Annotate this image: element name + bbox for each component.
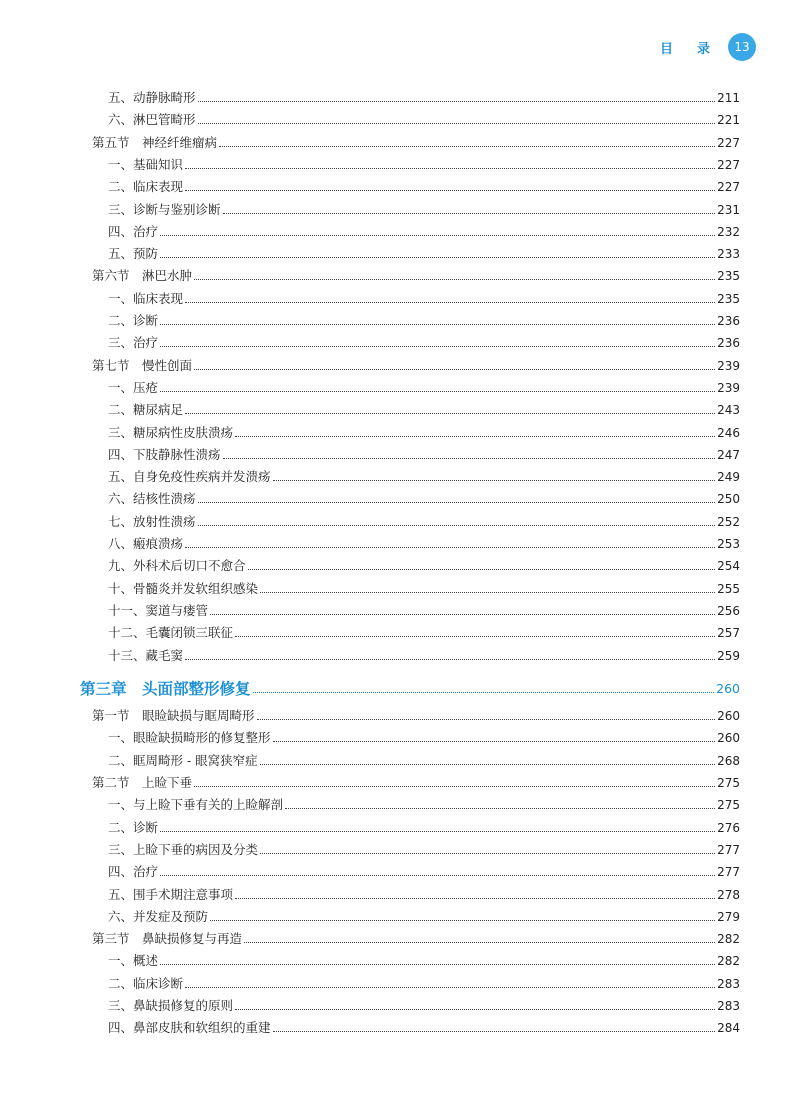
toc-subsection-entry[interactable] xyxy=(108,885,740,905)
toc-section-entry[interactable] xyxy=(92,773,740,793)
toc-dot-leader xyxy=(198,100,716,102)
toc-entry-page: 275 xyxy=(717,798,740,813)
toc-dot-leader xyxy=(260,852,715,854)
toc-entry-title: 三、上睑下垂的病因及分类 xyxy=(108,841,259,857)
toc-dot-leader xyxy=(194,785,715,787)
toc-subsection-entry[interactable] xyxy=(108,996,740,1016)
toc-entry-page: 254 xyxy=(717,559,740,574)
toc-entry-title: 第六节 淋巴水肿 xyxy=(92,268,193,284)
toc-entry-page: 227 xyxy=(717,180,740,195)
toc-dot-leader xyxy=(257,718,716,720)
toc-subsection-entry[interactable] xyxy=(108,489,740,509)
toc-subsection-entry[interactable] xyxy=(108,177,740,197)
toc-dot-leader xyxy=(160,874,715,876)
toc-entry-title: 六、并发症及预防 xyxy=(108,908,209,924)
toc-entry-page: 276 xyxy=(717,820,740,835)
toc-entry-title: 五、动静脉畸形 xyxy=(108,90,196,105)
toc-subsection-entry[interactable] xyxy=(108,601,740,621)
toc-section-entry[interactable] xyxy=(92,266,740,286)
toc-entry-page: 243 xyxy=(717,403,740,418)
toc-entry-page: 278 xyxy=(717,887,740,902)
toc-entry-page: 256 xyxy=(717,603,740,618)
toc-dot-leader xyxy=(235,897,715,899)
toc-subsection-entry[interactable] xyxy=(108,951,740,971)
toc-dot-leader xyxy=(185,546,715,548)
toc-entry-title: 一、基础知识 xyxy=(108,156,184,172)
toc-entry-title: 十二、毛囊闭锁三联征 xyxy=(108,625,234,641)
toc-dot-leader xyxy=(285,807,715,809)
toc-entry-title: 三、诊断与鉴别诊断 xyxy=(108,201,221,217)
toc-entry-page: 235 xyxy=(717,269,740,284)
header-label-lu: 录 xyxy=(696,41,712,57)
toc-entry-page: 247 xyxy=(717,447,740,462)
toc-entry-title: 一、临床表现 xyxy=(108,290,184,306)
toc-entry-page: 227 xyxy=(717,135,740,150)
header-label-mu: 目 xyxy=(659,41,675,57)
toc-entry-page: 231 xyxy=(717,202,740,217)
toc-entry-page: 252 xyxy=(717,514,740,529)
toc-dot-leader xyxy=(260,591,715,593)
toc-entry-title: 八、瘢痕溃疡 xyxy=(108,536,184,551)
page-header xyxy=(660,33,756,61)
toc-dot-leader xyxy=(235,1008,715,1010)
toc-entry-page: 255 xyxy=(717,581,740,596)
toc-entry-title: 四、治疗 xyxy=(108,223,159,239)
toc-dot-leader xyxy=(160,234,715,236)
toc-entry-title: 三、鼻缺损修复的原则 xyxy=(108,998,234,1013)
toc-entry-title: 二、诊断 xyxy=(108,819,159,835)
toc-subsection-entry[interactable] xyxy=(108,88,740,108)
toc-subsection-entry[interactable] xyxy=(108,155,740,175)
toc-entry-title: 第二节 上睑下垂 xyxy=(92,775,193,790)
toc-entry-page: 260 xyxy=(717,709,740,724)
toc-dot-leader xyxy=(248,568,716,570)
toc-entry-title: 九、外科术后切口不愈合 xyxy=(108,558,246,574)
toc-entry-title: 一、与上睑下垂有关的上睑解剖 xyxy=(108,797,284,813)
toc-entry-page: 232 xyxy=(717,224,740,239)
toc-subsection-entry[interactable] xyxy=(108,200,740,220)
toc-subsection-entry[interactable] xyxy=(108,333,740,353)
toc-subsection-entry[interactable] xyxy=(108,974,740,994)
toc-dot-leader xyxy=(185,412,715,414)
toc-entry-title: 一、概述 xyxy=(108,953,159,969)
toc-entry-title: 第五节 神经纤维瘤病 xyxy=(92,134,218,150)
toc-dot-leader xyxy=(185,301,715,303)
toc-entry-title: 二、临床诊断 xyxy=(108,975,184,991)
toc-entry-page: 221 xyxy=(717,113,740,128)
toc-entry-page: 282 xyxy=(717,932,740,947)
toc-subsection-entry[interactable] xyxy=(108,244,740,264)
toc-entry-title: 二、眶周畸形 - 眼窝狭窄症 xyxy=(108,752,258,768)
toc-subsection-entry[interactable] xyxy=(108,556,740,576)
toc-entry-page: 211 xyxy=(717,91,740,105)
toc-dot-leader xyxy=(198,501,716,503)
toc-entry-title: 一、眼睑缺损畸形的修复整形 xyxy=(108,730,271,746)
toc-section-entry[interactable] xyxy=(92,356,740,376)
toc-entry-page: 277 xyxy=(717,865,740,880)
toc-entry-page: 282 xyxy=(717,954,740,969)
toc-entry-title: 四、鼻部皮肤和软组织的重建 xyxy=(108,1020,271,1036)
toc-entry-title: 一、压疮 xyxy=(108,379,159,395)
toc-dot-leader xyxy=(223,212,716,214)
toc-dot-leader xyxy=(160,323,715,325)
toc-subsection-entry[interactable] xyxy=(108,289,740,309)
toc-entry-title: 第七节 慢性创面 xyxy=(92,357,193,373)
toc-entry-title: 五、自身免疫性疾病并发溃疡 xyxy=(108,469,271,485)
toc-entry-page: 227 xyxy=(717,157,740,172)
page-number-badge: 13 xyxy=(728,33,756,61)
toc-entry-page: 236 xyxy=(717,314,740,328)
toc-entry-page: 268 xyxy=(717,753,740,768)
toc-dot-leader xyxy=(273,1030,716,1032)
toc-entry-page: 275 xyxy=(717,776,740,790)
toc-subsection-entry[interactable] xyxy=(108,400,740,420)
toc-dot-leader xyxy=(198,122,716,124)
toc-entry-page: 239 xyxy=(717,358,740,373)
toc-dot-leader xyxy=(273,740,716,742)
toc-dot-leader xyxy=(260,763,715,765)
toc-entry-title: 四、治疗 xyxy=(108,864,159,880)
toc-dot-leader xyxy=(253,691,715,693)
toc-entry-title: 五、围手术期注意事项 xyxy=(108,886,234,902)
toc-subsection-entry[interactable] xyxy=(108,512,740,532)
toc-subsection-entry[interactable] xyxy=(108,445,740,465)
toc-dot-leader xyxy=(160,963,715,965)
toc-entry-page: 236 xyxy=(717,336,740,351)
toc-dot-leader xyxy=(210,613,715,615)
toc-entry-title: 六、淋巴管畸形 xyxy=(108,112,196,128)
toc-section-entry[interactable] xyxy=(92,929,740,949)
toc-entry-page: 233 xyxy=(717,247,740,262)
toc-subsection-entry[interactable] xyxy=(108,623,740,643)
toc-subsection-entry[interactable] xyxy=(108,907,740,927)
toc-section-entry[interactable] xyxy=(92,133,740,153)
toc-subsection-entry[interactable] xyxy=(108,751,740,771)
toc-dot-leader xyxy=(185,167,715,169)
toc-entry-page: 249 xyxy=(717,470,740,485)
toc-subsection-entry[interactable] xyxy=(108,579,740,599)
toc-entry-page: 259 xyxy=(717,648,740,663)
toc-entry-title: 第三节 鼻缺损修复与再造 xyxy=(92,931,243,947)
toc-dot-leader xyxy=(160,256,715,258)
toc-entry-page: 279 xyxy=(717,909,740,924)
toc-subsection-entry[interactable] xyxy=(108,467,740,487)
toc-entry-title: 六、结核性溃疡 xyxy=(108,491,196,507)
toc-subsection-entry[interactable] xyxy=(108,311,740,331)
toc-entry-title: 十一、窦道与瘘管 xyxy=(108,602,209,618)
toc-dot-leader xyxy=(160,830,715,832)
toc-subsection-entry[interactable] xyxy=(108,840,740,860)
toc-subsection-entry[interactable] xyxy=(108,1018,740,1038)
toc-entry-title: 十、骨髓炎并发软组织感染 xyxy=(108,580,259,596)
toc-entry-page: 250 xyxy=(717,492,740,507)
toc-entry-page: 260 xyxy=(716,680,740,696)
toc-entry-page: 277 xyxy=(717,842,740,857)
toc-entry-title: 二、诊断 xyxy=(108,313,159,328)
toc-entry-title: 三、治疗 xyxy=(108,335,159,351)
toc-entry-title: 七、放射性溃疡 xyxy=(108,513,196,529)
toc-dot-leader xyxy=(185,189,715,191)
toc-subsection-entry[interactable] xyxy=(108,795,740,815)
toc-dot-leader xyxy=(235,435,715,437)
toc-entry-page: 283 xyxy=(717,976,740,991)
toc-subsection-entry[interactable] xyxy=(108,862,740,882)
toc-dot-leader xyxy=(210,919,715,921)
toc-entry-page: 283 xyxy=(717,999,740,1013)
toc-entry-title: 十三、藏毛窦 xyxy=(108,647,184,663)
toc-subsection-entry[interactable] xyxy=(108,534,740,554)
toc-entry-page: 257 xyxy=(717,626,740,641)
toc-entry-page: 239 xyxy=(717,380,740,395)
toc-dot-leader xyxy=(160,345,715,347)
toc-subsection-entry[interactable] xyxy=(108,110,740,130)
toc-entry-page: 284 xyxy=(717,1021,740,1036)
toc-chapter-entry[interactable] xyxy=(80,677,740,701)
toc-entry-title: 二、临床表现 xyxy=(108,179,184,195)
toc-entry-title: 二、糖尿病足 xyxy=(108,402,184,418)
toc-subsection-entry[interactable] xyxy=(108,728,740,748)
toc-dot-leader xyxy=(219,145,715,147)
toc-subsection-entry[interactable] xyxy=(108,646,740,666)
toc-entry-title: 五、预防 xyxy=(108,246,159,262)
toc-entry-title: 第一节 眼睑缺损与眶周畸形 xyxy=(92,708,255,724)
toc-dot-leader xyxy=(223,457,716,459)
toc-subsection-entry[interactable] xyxy=(108,222,740,242)
toc-subsection-entry[interactable] xyxy=(108,378,740,398)
toc-dot-leader xyxy=(244,941,715,943)
toc-dot-leader xyxy=(194,278,715,280)
toc-section-entry[interactable] xyxy=(92,706,740,726)
toc-dot-leader xyxy=(235,635,715,637)
toc-subsection-entry[interactable] xyxy=(108,818,740,838)
toc-entry-page: 260 xyxy=(717,731,740,746)
toc-entry-title: 四、下肢静脉性溃疡 xyxy=(108,446,221,462)
toc-dot-leader xyxy=(160,390,715,392)
toc-dot-leader xyxy=(194,368,715,370)
toc-dot-leader xyxy=(273,479,716,481)
toc-dot-leader xyxy=(185,658,715,660)
toc-entry-page: 235 xyxy=(717,291,740,306)
toc-subsection-entry[interactable] xyxy=(108,423,740,443)
toc-entry-page: 246 xyxy=(717,425,740,440)
toc-dot-leader xyxy=(198,524,716,526)
toc-dot-leader xyxy=(185,986,715,988)
toc-entry-title: 第三章 头面部整形修复 xyxy=(80,678,251,698)
toc-entry-title: 三、糖尿病性皮肤溃疡 xyxy=(108,424,234,440)
toc-entry-page: 253 xyxy=(717,537,740,551)
